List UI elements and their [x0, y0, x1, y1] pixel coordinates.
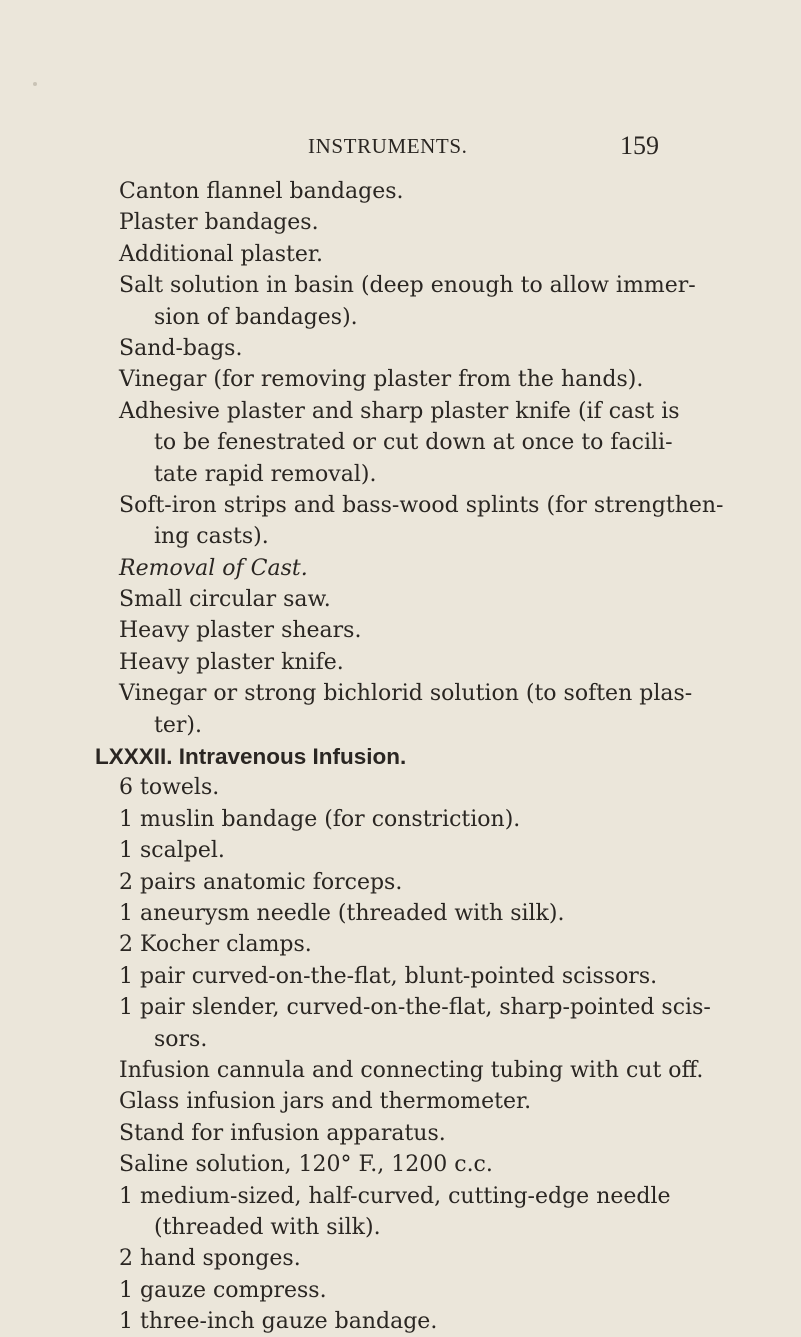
list-entry	[0, 396, 801, 427]
list-entry	[0, 239, 801, 270]
line-text: Removal of Cast.	[119, 555, 308, 581]
line-text: LXXXII. Intravenous Infusion.	[95, 744, 407, 770]
line-text: Canton flannel bandages.	[119, 179, 404, 204]
running-head-title: INSTRUMENTS.	[308, 134, 468, 158]
list-entry	[0, 867, 801, 898]
line-text: (threaded with silk).	[154, 1214, 381, 1240]
line-text: ter).	[154, 712, 202, 738]
paper-speck	[33, 82, 37, 86]
line-text: 1 gauze compress.	[119, 1277, 327, 1303]
line-text: Heavy plaster knife.	[119, 649, 344, 675]
list-entry	[0, 1086, 801, 1117]
line-text: Additional plaster.	[119, 241, 324, 267]
line-text: Saline solution, 120° F., 1200 c.c.	[119, 1152, 493, 1178]
line-text: Stand for infusion apparatus.	[119, 1120, 446, 1146]
line-text: Salt solution in basin (deep enough to allow immer-	[119, 273, 696, 299]
list-entry-continuation	[0, 1212, 801, 1243]
line-text: sors.	[154, 1026, 208, 1052]
list-entry	[0, 1055, 801, 1086]
line-text: ing casts).	[154, 524, 269, 550]
list-entry	[0, 1118, 801, 1149]
line-text: Vinegar or strong bichlorid solution (to soften plas-	[119, 681, 693, 707]
line-text: 2 pairs anatomic forceps.	[119, 869, 403, 895]
line-text: sion of bandages).	[154, 304, 358, 330]
list-entry-continuation	[0, 521, 801, 552]
line-text: 1 pair slender, curved-on-the-flat, sharp-pointed scis-	[119, 995, 711, 1021]
list-entry-continuation	[0, 1024, 801, 1055]
list-entry	[0, 270, 801, 301]
instrument-list	[0, 176, 801, 1337]
line-text: 1 scalpel.	[119, 838, 225, 864]
list-entry-continuation	[0, 459, 801, 490]
list-entry	[0, 1275, 801, 1306]
line-text: 6 towels.	[119, 775, 220, 801]
list-entry	[0, 929, 801, 960]
line-text: 1 aneurysm needle (threaded with silk).	[119, 900, 565, 926]
list-entry	[0, 1149, 801, 1180]
list-entry	[0, 333, 801, 364]
list-entry	[0, 835, 801, 866]
line-text: Heavy plaster shears.	[119, 618, 362, 644]
line-text: Vinegar (for removing plaster from the hands).	[119, 367, 644, 393]
line-text: 1 three-inch gauze bandage.	[119, 1309, 438, 1335]
line-text: 2 hand sponges.	[119, 1246, 301, 1272]
list-entry-continuation	[0, 710, 801, 741]
list-entry	[0, 992, 801, 1023]
list-entry	[0, 678, 801, 709]
subsection-heading	[0, 553, 801, 584]
line-text: Infusion cannula and connecting tubing with cut off.	[119, 1057, 704, 1083]
line-text: tate rapid removal).	[154, 461, 377, 487]
line-text: Small circular saw.	[119, 587, 331, 613]
list-entry	[0, 1306, 801, 1337]
list-entry	[0, 1181, 801, 1212]
list-entry	[0, 898, 801, 929]
list-entry	[0, 490, 801, 521]
list-entry	[0, 961, 801, 992]
line-text: Adhesive plaster and sharp plaster knife (if cast is	[119, 398, 680, 424]
page-number: 159	[620, 131, 659, 160]
line-text: Sand-bags.	[119, 335, 243, 361]
list-entry	[0, 1243, 801, 1274]
line-text: 1 medium-sized, half-curved, cutting-edge needle	[119, 1183, 671, 1209]
line-text: 2 Kocher clamps.	[119, 932, 312, 958]
line-text: 1 muslin bandage (for constriction).	[119, 806, 521, 832]
list-entry	[0, 804, 801, 835]
list-entry-continuation	[0, 302, 801, 333]
list-entry	[0, 584, 801, 615]
list-entry	[0, 647, 801, 678]
list-entry	[0, 615, 801, 646]
line-text: Plaster bandages.	[119, 210, 319, 236]
line-text: to be fenestrated or cut down at once to facili-	[154, 430, 673, 456]
line-text: Soft-iron strips and bass-wood splints (for strengthen-	[119, 492, 724, 518]
list-entry	[0, 364, 801, 395]
list-entry-continuation	[0, 427, 801, 458]
list-entry	[0, 207, 801, 238]
line-text: 1 pair curved-on-the-flat, blunt-pointed scissors.	[119, 963, 658, 989]
line-text: Glass infusion jars and thermometer.	[119, 1089, 532, 1115]
list-entry	[0, 176, 801, 207]
list-entry	[0, 772, 801, 803]
section-heading	[0, 741, 801, 772]
